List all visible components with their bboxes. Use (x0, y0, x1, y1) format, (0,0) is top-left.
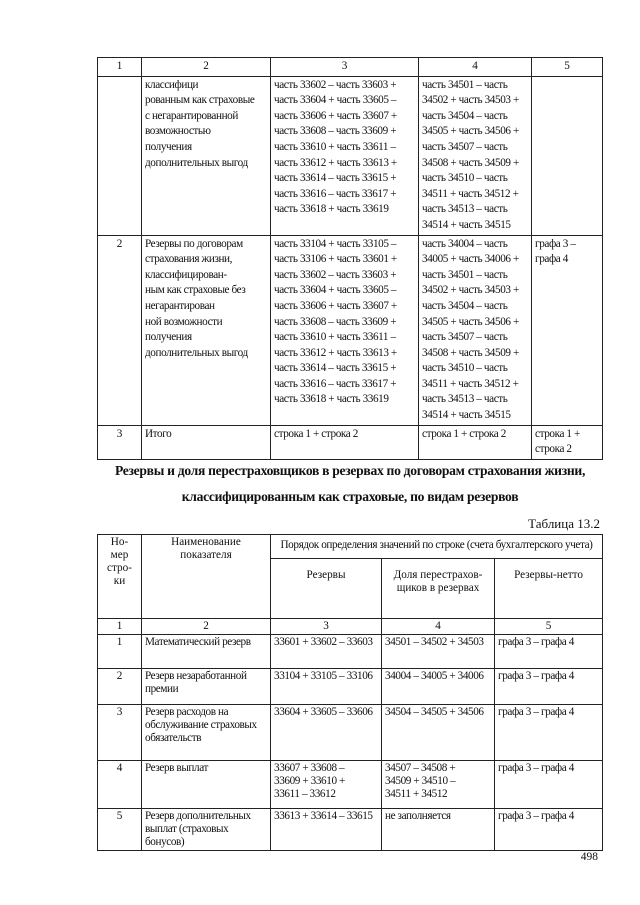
column-number: 1 (98, 619, 142, 635)
table-row (98, 235, 603, 425)
indicator-name: Резерв незаработанной премии (142, 669, 271, 705)
indicator-name: Итого (142, 425, 271, 459)
indicator-name: Резерв дополнительных выплат (страховых бонусов) (142, 809, 271, 851)
header-indicator-name: Наименование показателя (142, 535, 271, 619)
net-formula: графа 3 – графа 4 (495, 635, 603, 669)
section-title-line2: классифицированным как страховые, по видам резервов (181, 489, 519, 504)
accounts-formula: часть 33104 + часть 33105 – часть 33106 + часть 33601 + часть 33602 – часть 33603 + часть 33604 + часть 33605 – часть 33606 + часть 33607 + часть 33608 – часть 33609 + часть 33610 + часть 33611 – часть 33612 + часть 33613 + часть 33614 – часть 33615 + часть 33616 – часть 33617 + часть 33618 + часть 33619 (271, 235, 419, 425)
reinsurer-formula: часть 34501 – часть 34502 + часть 34503 + часть 34504 – часть 34505 + часть 34506 + часть 34507 – часть 34508 + часть 34509 + часть 34510 – часть 34511 + часть 34512 + часть 34513 – часть 34514 + часть 34515 (419, 76, 532, 235)
column-number: 5 (532, 58, 603, 77)
row-number: 4 (98, 761, 142, 809)
column-number: 1 (98, 58, 142, 77)
header-net-reserves: Резервы-нетто (495, 559, 603, 619)
reinsurer-formula: часть 34004 – часть 34005 + часть 34006 + часть 34501 – часть 34502 + часть 34503 + часть 34504 – часть 34505 + часть 34506 + часть 34507 – часть 34508 + часть 34509 + часть 34510 – часть 34511 + часть 34512 + часть 34513 – часть 34514 + часть 34515 (419, 235, 532, 425)
net-formula: графа 3 – графа 4 (495, 669, 603, 705)
reserves-formula: 33601 + 33602 – 33603 (271, 635, 382, 669)
net-formula: графа 3 – графа 4 (495, 761, 603, 809)
column-number: 2 (142, 619, 271, 635)
reinsurer-share-formula: 34504 – 34505 + 34506 (382, 705, 495, 761)
table-row (98, 669, 603, 705)
table-row (98, 761, 603, 809)
table-row (98, 635, 603, 669)
reinsurer-formula: строка 1 + строка 2 (419, 425, 532, 459)
column-number-row (98, 619, 603, 635)
column-number: 3 (271, 619, 382, 635)
net-formula (532, 76, 603, 235)
net-formula: графа 3 – графа 4 (532, 235, 603, 425)
column-number-row (98, 58, 603, 77)
row-number: 3 (98, 425, 142, 459)
table-row (98, 76, 603, 235)
table-row (98, 705, 603, 761)
header-reserves: Резервы (271, 559, 382, 619)
net-formula: графа 3 – графа 4 (495, 705, 603, 761)
reserves-by-type-table (97, 534, 603, 851)
column-number: 4 (419, 58, 532, 77)
row-number: 3 (98, 705, 142, 761)
column-number: 4 (382, 619, 495, 635)
row-number: 5 (98, 809, 142, 851)
reinsurer-share-formula: не заполняется (382, 809, 495, 851)
accounts-formula: часть 33602 – часть 33603 + часть 33604 + часть 33605 – часть 33606 + часть 33607 + часть 33608 – часть 33609 + часть 33610 + часть 33611 – часть 33612 + часть 33613 + часть 33614 – часть 33615 + часть 33616 – часть 33617 + часть 33618 + часть 33619 (271, 76, 419, 235)
reserves-formula: 33607 + 33608 – 33609 + 33610 + 33611 – 33612 (271, 761, 382, 809)
indicator-name: Математический резерв (142, 635, 271, 669)
accounts-formula: строка 1 + строка 2 (271, 425, 419, 459)
table-row-total (98, 425, 603, 459)
row-number: 1 (98, 635, 142, 669)
net-formula: графа 3 – графа 4 (495, 809, 603, 851)
column-number: 2 (142, 58, 271, 77)
header-determination-order: Порядок определения значений по строке (счета бухгалтерского учета) (271, 535, 603, 559)
indicator-name: Резерв выплат (142, 761, 271, 809)
reinsurer-share-formula: 34004 – 34005 + 34006 (382, 669, 495, 705)
reserves-formula: 33613 + 33614 – 33615 (271, 809, 382, 851)
reserves-formula: 33104 + 33105 – 33106 (271, 669, 382, 705)
reinsurer-share-formula: 34507 – 34508 + 34509 + 34510 – 34511 + 34512 (382, 761, 495, 809)
net-formula: строка 1 + строка 2 (532, 425, 603, 459)
row-number: 2 (98, 235, 142, 425)
indicator-name: Резерв расходов на обслуживание страховых обязательств (142, 705, 271, 761)
reserves-formula: 33604 + 33605 – 33606 (271, 705, 382, 761)
header-reinsurer-share: Доля перестрахов- щиков в резервах (382, 559, 495, 619)
row-number: 2 (98, 669, 142, 705)
section-title-line1: Резервы и доля перестраховщиков в резервах по договорам страхования жизни, (114, 463, 586, 478)
row-number (98, 76, 142, 235)
table-caption: Таблица 13.2 (528, 516, 600, 531)
page-number: 498 (580, 851, 598, 863)
reinsurer-share-formula: 34501 – 34502 + 34503 (382, 635, 495, 669)
header-row-number: Но- мер стро- ки (98, 535, 142, 619)
table-header-row (98, 535, 603, 559)
indicator-name: Резервы по договорам страхования жизни, классифицирован- ным как страховые без негарантирован ной возможности получения дополнительных выгод (142, 235, 271, 425)
reserves-table-continued (97, 57, 603, 460)
column-number: 5 (495, 619, 603, 635)
table-row (98, 809, 603, 851)
indicator-name: классифици рованным как страховые с негарантированной возможностью получения дополнительных выгод (142, 76, 271, 235)
column-number: 3 (271, 58, 419, 77)
